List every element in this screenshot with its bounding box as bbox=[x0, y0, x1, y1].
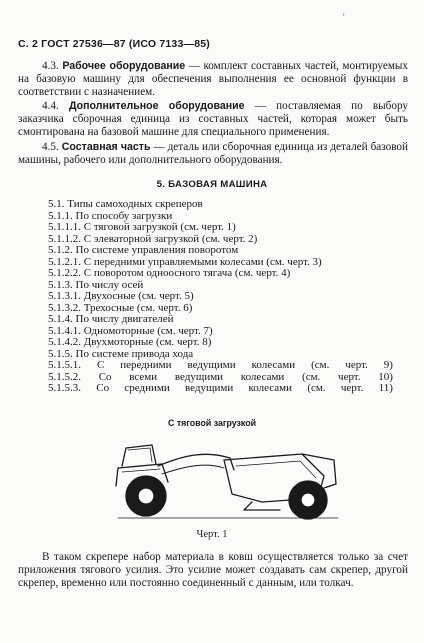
clause-number: 4.3. bbox=[42, 60, 59, 72]
list-item-text: 5.1.4.1. Одномоторные (см. черт. 7) bbox=[48, 324, 213, 337]
clause-term: Составная часть bbox=[61, 141, 151, 153]
list-item-text: 5.1.3. По числу осей bbox=[48, 278, 144, 291]
list-item-text: 5.1.3.2. Трехосные (см. черт. 6) bbox=[48, 301, 193, 314]
list-item-text: 5.1. Типы самоходных скреперов bbox=[48, 198, 203, 210]
list-item-text: 5.1.5.1. С передними ведущими колесами (см. черт. 9) bbox=[48, 359, 393, 371]
clause-text: — деталь или сборочная единица из деталей базовой машины, рабочего или дополнительного оборудования. bbox=[18, 141, 408, 167]
paragraph-description: В таком скрепере набор материала в ковш осуществляется только за счет приложения тягового усилия. Это усилие может создавать сам скрепер, другой скрепер, временно или постоянно соединенный с данным, или толкач. bbox=[18, 551, 408, 590]
list-item-text: 5.1.4. По числу двигателей bbox=[48, 313, 174, 325]
list-item-text: 5.1.5. По системе привода хода bbox=[48, 347, 194, 360]
list-item bbox=[48, 314, 393, 326]
figure-title: С тяговой загрузкой bbox=[168, 418, 256, 428]
list-item-text: 5.1.1.2. С элеваторной загрузкой (см. черт. 2) bbox=[48, 232, 258, 245]
section-title: 5. БАЗОВАЯ МАШИНА bbox=[156, 179, 268, 190]
list-item bbox=[48, 337, 393, 349]
list-item bbox=[48, 245, 393, 257]
clause-text: — поставляемая по выбору заказчика сборочная единица из составных частей, которая может быть смонтирована на базовой машине для специального применения. bbox=[18, 100, 408, 139]
clause-text: — комплект составных частей, монтируемых на базовую машину для обеспечения выполнения ее основной функции в соответствии с назначением. bbox=[18, 60, 409, 99]
clause-number: 4.5. bbox=[42, 141, 59, 153]
list-item-text: 5.1.4.2. Двухмоторные (см. черт. 8) bbox=[48, 336, 212, 348]
list-item-text: 5.1.2. По системе управления поворотом bbox=[48, 244, 239, 256]
list-item-text: 5.1.5.3. Со средними ведущими колесами (см. черт. 11) bbox=[48, 382, 393, 394]
list-item bbox=[48, 360, 393, 372]
list-item-text: 5.1.3.1. Двухосные (см. черт. 5) bbox=[48, 290, 194, 302]
figure-caption: Черт. 1 bbox=[196, 529, 228, 540]
list-item-text: 5.1.1.1. С тяговой загрузкой (см. черт. 1) bbox=[48, 221, 236, 233]
list-item bbox=[48, 199, 393, 211]
paragraph-4-5 bbox=[18, 141, 408, 167]
list-item bbox=[48, 383, 393, 395]
list-item bbox=[48, 291, 393, 303]
scraper-drawing bbox=[112, 436, 342, 522]
list-item-text: 5.1.2.1. С передними управляемыми колесами (см. черт. 3) bbox=[48, 255, 322, 268]
list-item-text: 5.1.1. По способу загрузки bbox=[48, 209, 173, 222]
clause-number: 4.4. bbox=[42, 100, 59, 112]
paragraph-4-4 bbox=[18, 100, 408, 140]
scan-mark: ' bbox=[343, 12, 345, 22]
paragraph-4-3 bbox=[18, 60, 408, 100]
clause-term: Дополнительное оборудование bbox=[68, 100, 245, 112]
list-item bbox=[48, 222, 393, 234]
list-item bbox=[48, 268, 393, 280]
clause-term: Рабочее оборудование bbox=[62, 60, 186, 72]
list-item-text: 5.1.2.2. С поворотом одноосного тягача (см. черт. 4) bbox=[48, 267, 291, 279]
list-item-text: 5.1.5.2. Со всеми ведущими колесами (см. черт. 10) bbox=[48, 370, 393, 383]
scraper-types-list bbox=[48, 199, 393, 395]
page-header: С. 2 ГОСТ 27536—87 (ИСО 7133—85) bbox=[18, 38, 210, 50]
